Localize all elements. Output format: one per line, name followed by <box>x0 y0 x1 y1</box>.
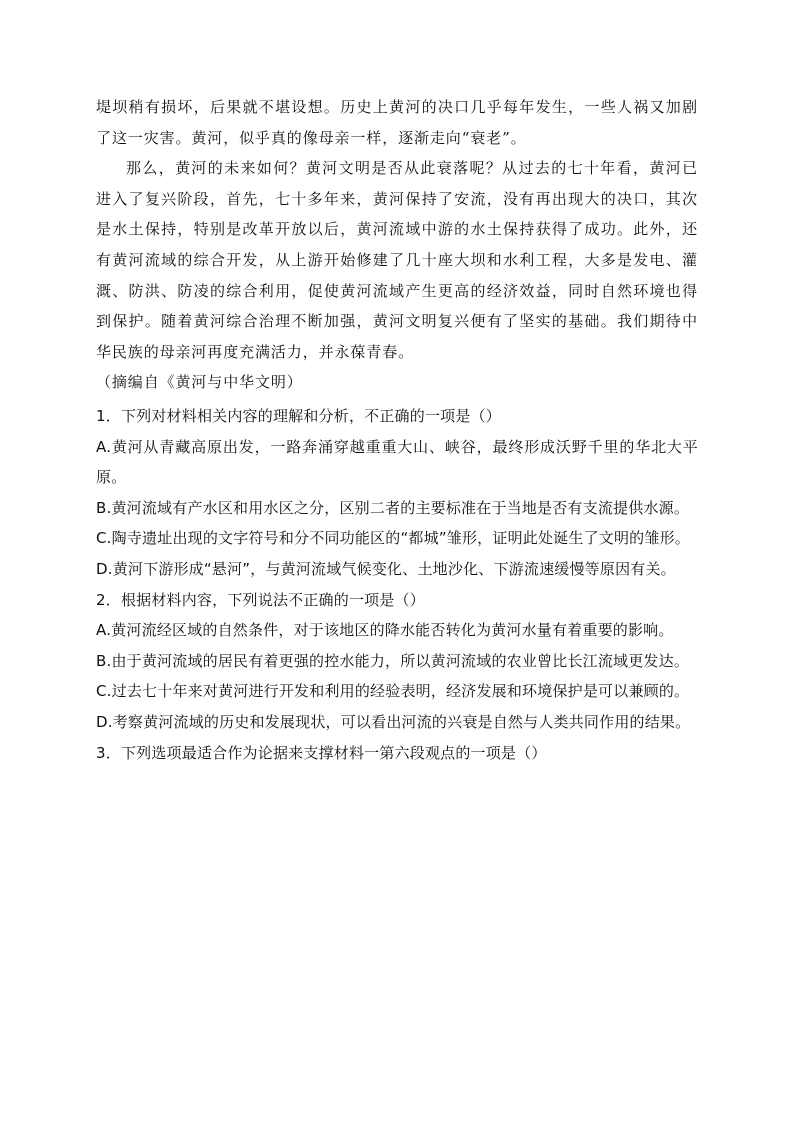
option-b: B.黄河流域有产水区和用水区之分，区别二者的主要标准在于当地是否有支流提供水源。 <box>96 498 690 517</box>
question-stem: 3．下列选项最适合作为论据来支撑材料一第六段观点的一项是（） <box>96 743 547 762</box>
question-stem: 2．根据材料内容，下列说法不正确的一项是（） <box>96 590 425 609</box>
option-b: B.由于黄河流域的居民有着更强的控水能力，所以黄河流域的农业曾比长江流域更发达。 <box>96 651 690 670</box>
reading-passage <box>96 92 698 398</box>
option-c: C.陶寺遗址出现的文字符号和分不同功能区的“都城”雏形，证明此处诞生了文明的雏形。 <box>96 529 690 548</box>
option-a: A.黄河流经区域的自然条件，对于该地区的降水能否转化为黄河水量有着重要的影响。 <box>96 621 674 640</box>
question-3 <box>96 738 698 769</box>
question-2 <box>96 585 698 738</box>
option-d: D.考察黄河流域的历史和发展现状，可以看出河流的兴衰是自然与人类共同作用的结果。 <box>96 712 691 731</box>
option-a: A.黄河从青藏高原出发，一路奔涌穿越重重大山、峡谷，最终形成沃野千里的华北大平原。 <box>96 437 698 487</box>
option-d: D.黄河下游形成“悬河”，与黄河流域气候变化、土地沙化、下游流速缓慢等原因有关。 <box>96 559 676 578</box>
question-stem: 1．下列对材料相关内容的理解和分析，不正确的一项是（） <box>96 407 501 425</box>
passage-source: （摘编自《黄河与中华文明） <box>96 373 303 392</box>
option-c: C.过去七十年来对黄河进行开发和利用的经验表明，经济发展和环境保护是可以兼顾的。 <box>96 682 690 701</box>
question-1 <box>96 401 698 585</box>
question-list <box>96 401 698 768</box>
passage-paragraph-continued: 堤坝稍有损坏，后果就不堪设想。历史上黄河的决口几乎每年发生，一些人祸又加剧了这一灾害。黄河，似乎真的像母亲一样，逐渐走向“衰老”。 <box>96 98 698 147</box>
passage-paragraph: 那么，黄河的未来如何？黄河文明是否从此衰落呢？从过去的七十年看，黄河已进入了复兴阶段，首先，七十多年来，黄河保持了安流，没有再出现大的决口，其次是水土保持，特别是改革开放以后，黄河流域中游的水土保持获得了成功。此外，还有黄河流域的综合开发，从上游开始修建了几十座大坝和水利工程，大多是发电、灌溉、防洪、防凌的综合利用，促使黄河流域产生更高的经济效益，同时自然环境也得到保护。随着黄河综合治理不断加强，黄河文明复兴便有了坚实的基础。我们期待中华民族的母亲河再度充满活力，并永葆青春。 <box>96 159 698 361</box>
